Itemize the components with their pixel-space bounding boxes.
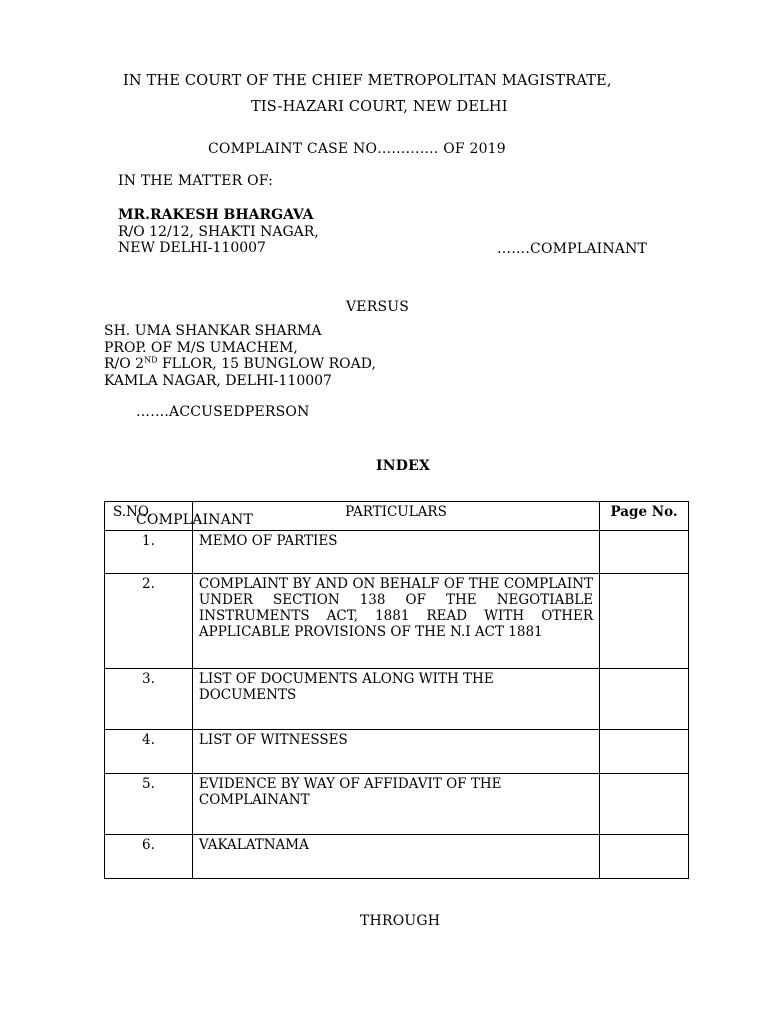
row-particulars: EVIDENCE BY WAY OF AFFIDAVIT OF THE COMPLAINANT [192,774,599,835]
row-sno: 6. [105,835,193,879]
row-particulars: COMPLAINT BY AND ON BEHALF OF THE COMPLAINT UNDER SECTION 138 OF THE NEGOTIABLE INSTRUMENTS ACT, 1881 READ WITH OTHER APPLICABLE PROVISIONS OF THE N.I ACT 1881 [192,574,599,669]
row-particulars: LIST OF DOCUMENTS ALONG WITH THE DOCUMENTS [192,669,599,730]
versus-label: VERSUS [346,299,410,315]
row-sno: 4. [105,730,193,774]
accused-role: …….ACCUSEDPERSON [136,404,310,420]
table-row [105,774,689,835]
complainant-role: …….COMPLAINANT [497,241,648,257]
row-sno: 1. [105,531,193,574]
court-title: IN THE COURT OF THE CHIEF METROPOLITAN MAGISTRATE, [123,73,612,89]
table-row [105,730,689,774]
header-page-no: Page No. [600,502,689,531]
row-particulars: LIST OF WITNESSES [192,730,599,774]
table-row [105,835,689,879]
index-table [104,501,689,879]
overlap-complainant-text: COMPLAINANT [136,512,254,528]
complainant-block [118,207,319,257]
row-page [600,531,689,574]
through-label: THROUGH [360,913,441,929]
complainant-address-line1: R/O 12/12, SHAKTI NAGAR, [118,223,319,240]
table-row [105,574,689,669]
accused-name: SH. UMA SHANKAR SHARMA [104,323,322,339]
row-page [600,835,689,879]
accused-address-line2: KAMLA NAGAR, DELHI-110007 [104,372,332,389]
accused-prop: PROP. OF M/S UMACHEM, [104,339,298,356]
table-row [105,669,689,730]
court-subtitle: TIS-HAZARI COURT, NEW DELHI [251,99,508,115]
row-page [600,774,689,835]
row-particulars: VAKALATNAMA [192,835,599,879]
complainant-name: MR.RAKESH BHARGAVA [118,207,314,223]
row-page [600,730,689,774]
row-sno: 5. [105,774,193,835]
accused-block [104,323,376,389]
header-particulars: PARTICULARS [192,502,599,531]
table-row [105,531,689,574]
matter-label: IN THE MATTER OF: [118,173,274,189]
row-sno: 2. [105,574,193,669]
header-sno: S.NO. [105,502,193,531]
index-title: INDEX [376,458,431,474]
row-sno: 3. [105,669,193,730]
row-particulars: MEMO OF PARTIES [192,531,599,574]
row-page [600,669,689,730]
accused-address-line1: R/O 2ND FLLOR, 15 BUNGLOW ROAD, [104,355,376,372]
row-page [600,574,689,669]
complainant-address-line2: NEW DELHI-110007 [118,240,266,256]
case-number: COMPLAINT CASE NO…………. OF 2019 [208,141,506,157]
